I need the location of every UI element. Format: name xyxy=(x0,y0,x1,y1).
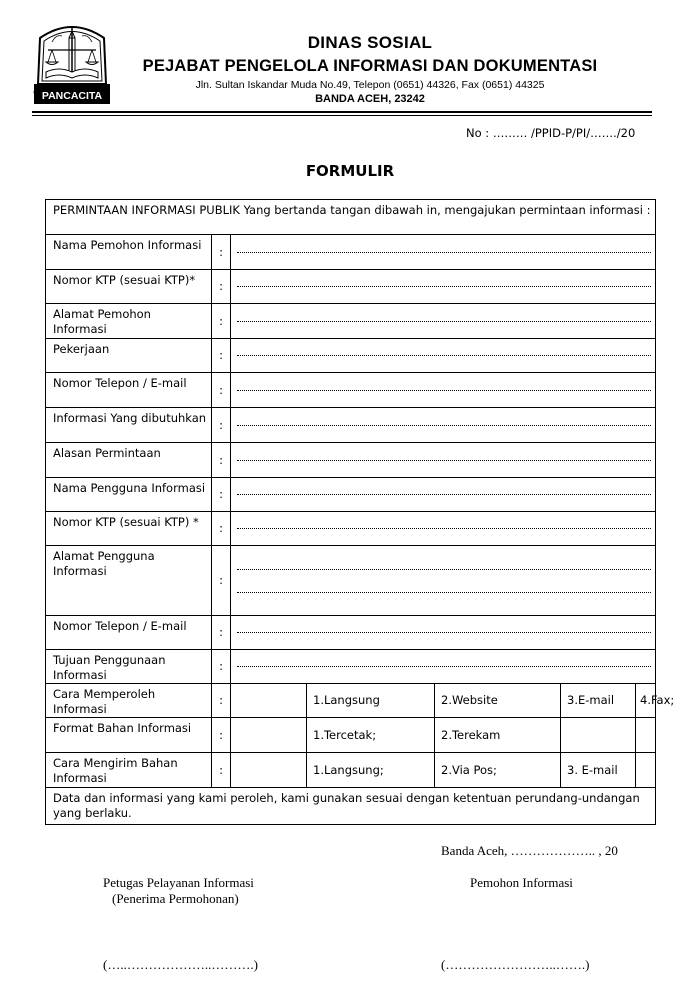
officer-signature-line: (…..………………..……….) xyxy=(103,957,258,972)
colon: : xyxy=(212,408,231,443)
applicant-title: Pemohon Informasi xyxy=(470,875,573,890)
option-label: Cara Mengirim Bahan Informasi xyxy=(46,753,212,788)
option-cell xyxy=(636,718,656,753)
option-cell[interactable]: 2.Via Pos; xyxy=(435,753,561,788)
field-row xyxy=(46,512,656,546)
request-reason-field[interactable] xyxy=(231,443,656,478)
occupation-field[interactable] xyxy=(231,339,656,373)
pancacita-logo-icon xyxy=(32,20,112,108)
colon: : xyxy=(212,339,231,373)
colon: : xyxy=(212,235,231,270)
field-label: Nama Pemohon Informasi xyxy=(46,235,212,270)
office-name: PEJABAT PENGELOLA INFORMASI DAN DOKUMENTASI xyxy=(142,57,598,75)
field-label: Nomor Telepon / E-mail xyxy=(46,616,212,650)
option-cell[interactable]: 2.Terekam xyxy=(435,718,561,753)
usage-purpose-field[interactable] xyxy=(231,650,656,684)
field-label: Tujuan Penggunaan Informasi xyxy=(46,650,212,684)
requested-info-field[interactable] xyxy=(231,408,656,443)
colon: : xyxy=(212,753,231,788)
applicant-ktp-field[interactable] xyxy=(231,270,656,304)
applicant-contact-field[interactable] xyxy=(231,373,656,408)
intro-row xyxy=(46,200,656,235)
colon: : xyxy=(212,512,231,546)
field-label: Nomor KTP (sesuai KTP) * xyxy=(46,512,212,546)
footer-note: Data dan informasi yang kami peroleh, kami gunakan sesuai dengan ketentuan perundang-undangan yang berlaku. xyxy=(46,788,656,825)
field-row xyxy=(46,304,656,339)
field-row xyxy=(46,339,656,373)
option-cell xyxy=(561,718,636,753)
option-row xyxy=(46,718,656,753)
field-row xyxy=(46,650,656,684)
field-label: Alamat Pemohon Informasi xyxy=(46,304,212,339)
intro-text: PERMINTAAN INFORMASI PUBLIK Yang bertanda tangan dibawah in, mengajukan permintaan informasi : xyxy=(46,200,656,235)
field-label: Alamat Pengguna Informasi xyxy=(46,546,212,616)
option-row xyxy=(46,753,656,788)
officer-title: Petugas Pelayanan Informasi xyxy=(103,875,254,890)
colon: : xyxy=(212,650,231,684)
field-label: Pekerjaan xyxy=(46,339,212,373)
user-address-field[interactable] xyxy=(231,546,656,616)
option-label: Cara Memperoleh Informasi xyxy=(46,684,212,718)
field-row xyxy=(46,478,656,512)
field-label: Informasi Yang dibutuhkan xyxy=(46,408,212,443)
blank-cell xyxy=(231,753,307,788)
field-row xyxy=(46,443,656,478)
header-rule-thick xyxy=(32,111,652,113)
option-cell[interactable]: 3. E-mail xyxy=(561,753,636,788)
option-row xyxy=(46,684,656,718)
option-cell[interactable]: 1.Langsung; xyxy=(307,753,435,788)
option-cell[interactable]: 1.Langsung xyxy=(307,684,435,718)
field-row xyxy=(46,408,656,443)
applicant-signature-line: (……………………..…….) xyxy=(441,957,590,972)
option-cell[interactable]: 1.Tercetak; xyxy=(307,718,435,753)
document-number: No : ……… /PPID-P/PI/……./20 xyxy=(466,126,636,140)
agency-name: DINAS SOSIAL xyxy=(307,33,433,52)
logo-text: PANCACITA xyxy=(41,90,103,102)
user-ktp-field[interactable] xyxy=(231,512,656,546)
colon: : xyxy=(212,616,231,650)
option-cell[interactable]: 2.Website xyxy=(435,684,561,718)
option-label: Format Bahan Informasi xyxy=(46,718,212,753)
option-cell[interactable]: 4.Fax; xyxy=(636,684,656,718)
colon: : xyxy=(212,373,231,408)
field-row xyxy=(46,546,656,616)
applicant-name-field[interactable] xyxy=(231,235,656,270)
field-label: Nomor KTP (sesuai KTP)* xyxy=(46,270,212,304)
office-address: Jln. Sultan Iskandar Muda No.49, Telepon (0651) 44326, Fax (0651) 44325 xyxy=(195,79,545,91)
place-date: Banda Aceh, ……………….. , 20 xyxy=(441,843,618,858)
option-cell xyxy=(636,753,656,788)
field-row xyxy=(46,616,656,650)
field-label: Nama Pengguna Informasi xyxy=(46,478,212,512)
applicant-address-field[interactable] xyxy=(231,304,656,339)
blank-cell xyxy=(231,684,307,718)
field-label: Nomor Telepon / E-mail xyxy=(46,373,212,408)
colon: : xyxy=(212,478,231,512)
colon: : xyxy=(212,684,231,718)
officer-subtitle: (Penerima Permohonan) xyxy=(112,891,239,906)
colon: : xyxy=(212,546,231,616)
request-form-table xyxy=(45,199,675,825)
user-name-field[interactable] xyxy=(231,478,656,512)
option-cell[interactable]: 3.E-mail xyxy=(561,684,636,718)
header-rule-thin xyxy=(32,115,652,116)
footer-row xyxy=(46,788,656,825)
field-label: Alasan Permintaan xyxy=(46,443,212,478)
blank-cell xyxy=(231,718,307,753)
form-title: FORMULIR xyxy=(305,162,395,180)
colon: : xyxy=(212,443,231,478)
colon: : xyxy=(212,270,231,304)
user-contact-field[interactable] xyxy=(231,616,656,650)
colon: : xyxy=(212,304,231,339)
field-row xyxy=(46,373,656,408)
field-row xyxy=(46,235,656,270)
office-city: BANDA ACEH, 23242 xyxy=(315,93,425,105)
colon: : xyxy=(212,718,231,753)
field-row xyxy=(46,270,656,304)
